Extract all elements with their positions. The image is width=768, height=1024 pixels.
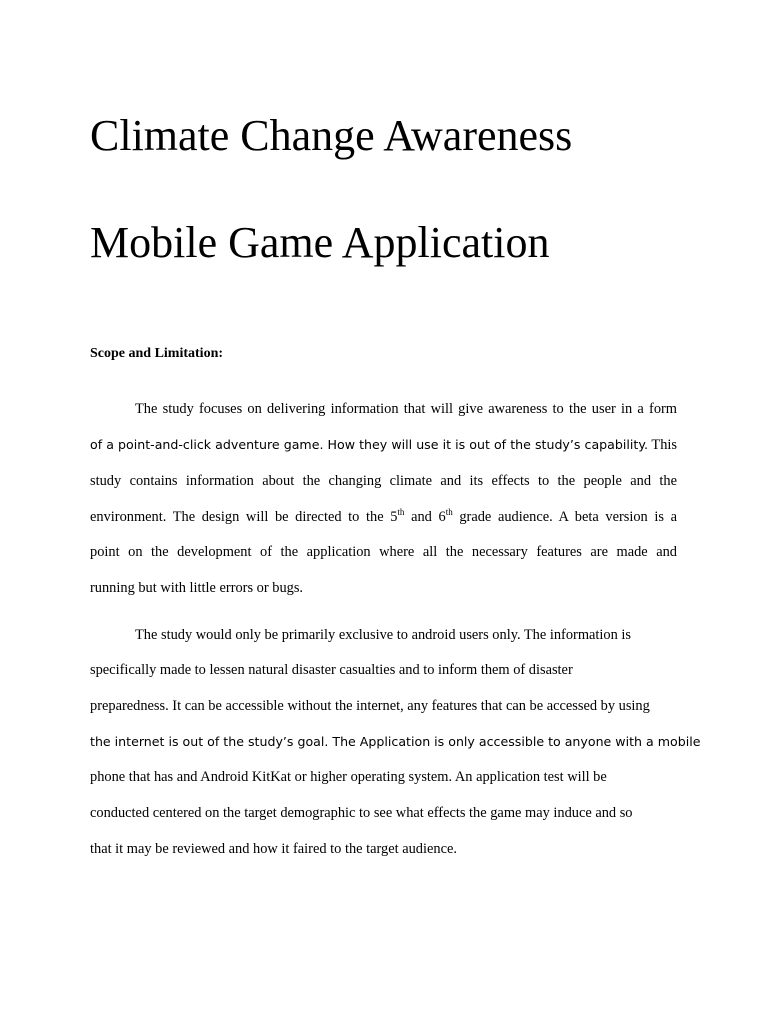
paragraph1-line1: The study focuses on delivering information that will give awareness to the user in a form <box>135 401 677 417</box>
paragraph1-line2-tail: This <box>648 437 678 453</box>
paragraph2-line1: The study would only be primarily exclusive to android users only. The information is <box>135 627 631 643</box>
paragraph1-line4-post: grade audience. A beta version is a <box>452 509 678 525</box>
paragraph1-line3: study contains information about the changing climate and its effects to the people and the <box>90 473 677 489</box>
superscript-th-1: th <box>397 507 405 518</box>
section-heading: Scope and Limitation: <box>90 346 224 361</box>
paragraph1-line2-sans-text: of a point-and-click adventure game. How they will use it is out of the study’s capability. <box>90 437 648 452</box>
paragraph1-line2 <box>90 435 677 455</box>
paragraph1-line4 <box>90 507 677 527</box>
paragraph1-line5: point on the development of the application where all the necessary features are made and <box>90 544 677 560</box>
paragraph2-line7: that it may be reviewed and how it faired to the target audience. <box>90 841 457 857</box>
paragraph2-line5: phone that has and Android KitKat or higher operating system. An application test will be <box>90 769 607 785</box>
paragraph1-line4-pre: environment. The design will be directed to the 5 <box>90 509 398 525</box>
paragraph2-line3: preparedness. It can be accessible without the internet, any features that can be accessed by using <box>90 698 650 714</box>
paragraph2-line2: specifically made to lessen natural disaster casualties and to inform them of disaster <box>90 662 573 678</box>
paragraph1-line6: running but with little errors or bugs. <box>90 580 304 596</box>
title-line-2: Mobile Game Application <box>90 218 550 267</box>
superscript-th-2: th <box>445 507 453 518</box>
paragraph2-line4: the internet is out of the study’s goal. The Application is only accessible to anyone with a mobile <box>90 734 701 749</box>
title-line-1: Climate Change Awareness <box>90 111 573 160</box>
paragraph1-line4-mid: and 6 <box>404 509 446 525</box>
paragraph2-line6: conducted centered on the target demographic to see what effects the game may induce and so <box>90 805 633 821</box>
